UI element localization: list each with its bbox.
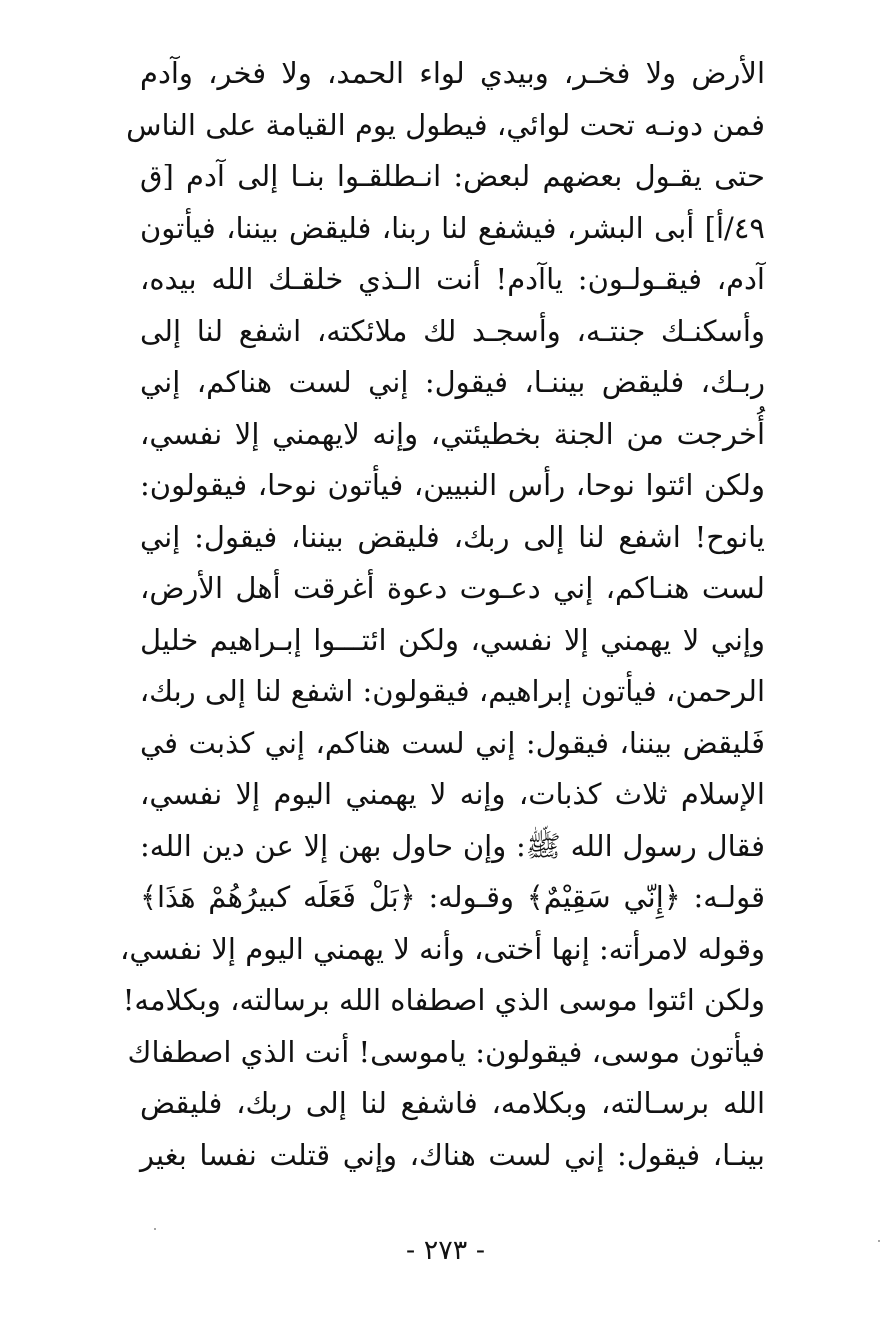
text-line: ربـك، فليقض بيننـا، فيقول: إني لست هناكم، إني — [140, 365, 765, 399]
text-line: ولكن ائتوا موسى الذي اصطفاه الله برسالته، وبكلامه! — [122, 983, 765, 1017]
text-line: الأرض ولا فخـر، وبيدي لواء الحمد، ولا فخر، وآدم — [140, 56, 765, 90]
text-line: وقوله لامرأته: إنها أختى، وأنه لا يهمني اليوم إلا نفسي، — [120, 931, 765, 966]
text-line: يانوح! اشفع لنا إلى ربك، فليقض بيننا، فيقول: إني — [140, 519, 765, 554]
scan-speck — [154, 1228, 156, 1230]
text-line: حتى يقـول بعضهم لبعض: انـطلقـوا بنـا إلى آدم [ق — [140, 159, 765, 193]
text-line: فيأتون موسى، فيقولون: ياموسى! أنت الذي اصطفاك — [127, 1034, 765, 1069]
scan-speck — [878, 1240, 880, 1242]
text-line: ولكن ائتوا نوحا، رأس النبيين، فيأتون نوحا، فيقولون: — [140, 468, 765, 502]
text-line: أُخرجت من الجنة بخطيئتي، وإنه لايهمني إلا نفسي، — [140, 416, 765, 451]
text-line: قولـه: ﴿إِنّي سَقِيْمٌ﴾ وقـوله: ﴿بَلْ فَعَلَه كبيرُهُمْ هَذَا﴾ — [140, 880, 765, 914]
text-line: لست هنـاكم، إني دعـوت دعوة أغرقت أهل الأرض، — [140, 571, 765, 605]
page-number: - ٢٧٣ - — [406, 1235, 485, 1266]
text-line: ٤٩/أ] أبى البشر، فيشفع لنا ربنا، فليقض بيننا، فيأتون — [140, 210, 765, 245]
text-line: فمن دونـه تحت لوائي، فيطول يوم القيامة على الناس — [126, 107, 765, 142]
text-line: الله برسـالته، وبكلامه، فاشفع لنا إلى ربك، فليقض — [140, 1086, 765, 1120]
text-line: وأسكنـك جنتـه، وأسجـد لك ملائكته، اشفع لنا إلى — [140, 313, 765, 348]
text-line: وإني لا يهمني إلا نفسي، ولكن ائتـــوا إبـراهيم خليل — [140, 622, 765, 657]
text-line: آدم، فيقـولـون: ياآدم! أنت الـذي خلقـك الله بيده، — [140, 262, 765, 296]
body-text — [120, 48, 765, 1181]
text-line: فَليقض بيننا، فيقول: إني لست هناكم، إني كذبت في — [140, 725, 765, 760]
text-line: بينـا، فيقول: إني لست هناك، وإني قتلت نفسا بغير — [140, 1137, 765, 1172]
text-line: الإسلام ثلاث كذبات، وإنه لا يهمني اليوم إلا نفسي، — [140, 777, 765, 811]
text-line: الرحمن، فيأتون إبراهيم، فيقولون: اشفع لنا إلى ربك، — [139, 674, 765, 708]
text-line: فقال رسول الله ﷺ: وإن حاول بهن إلا عن دين الله: — [140, 828, 765, 863]
